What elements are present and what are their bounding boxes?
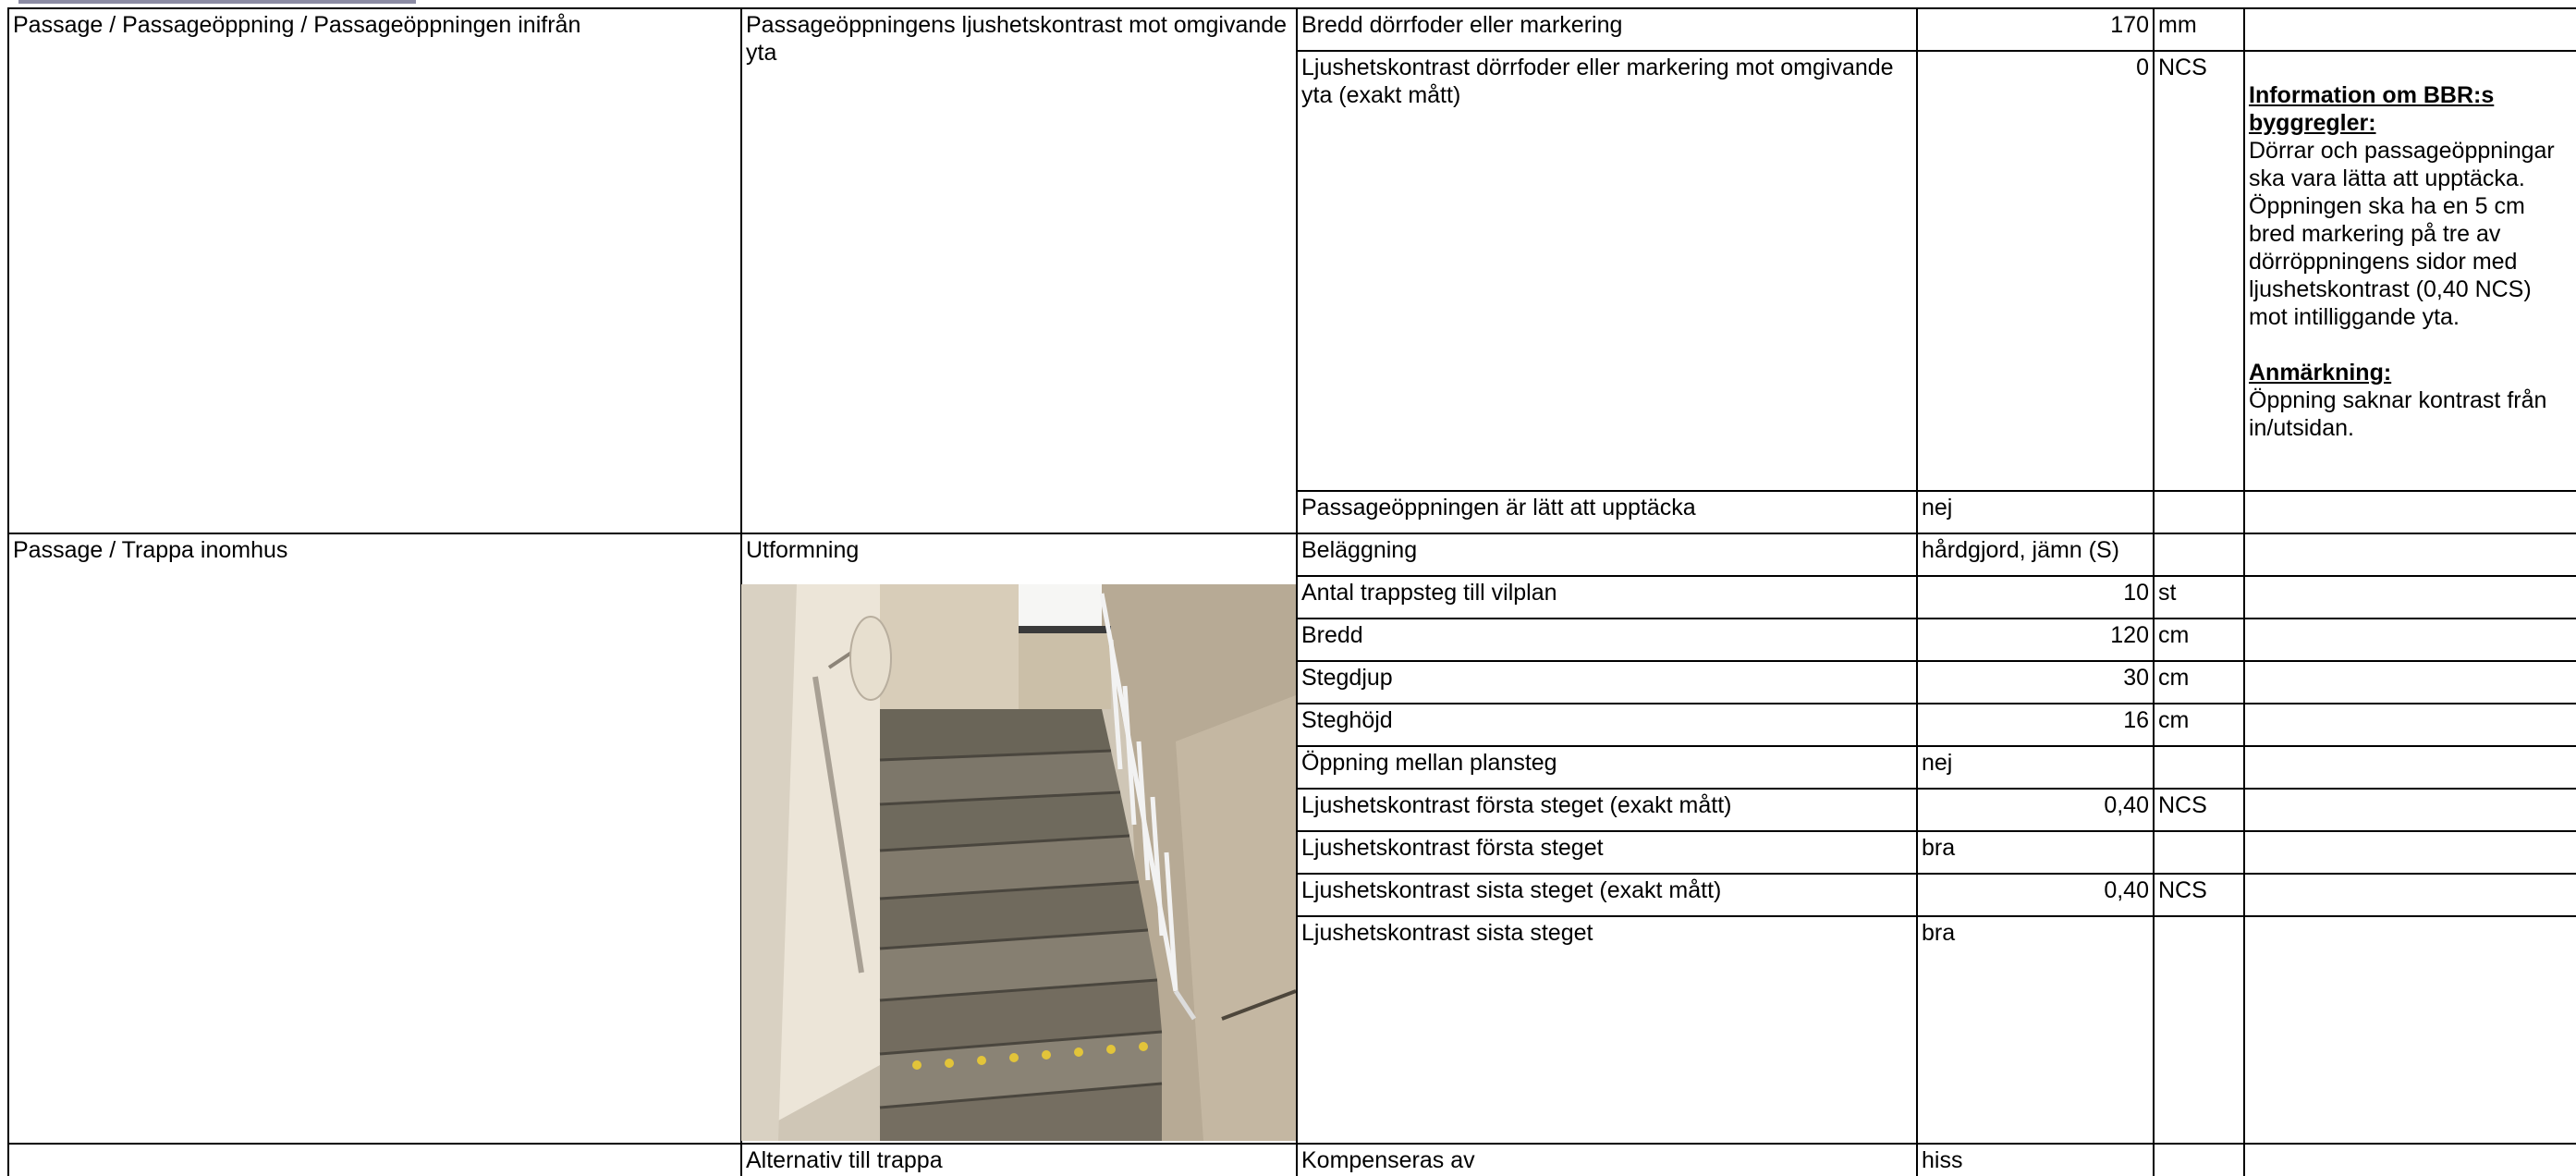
param-unit — [2155, 917, 2243, 958]
section-label: Passage / Trappa inomhus — [13, 537, 288, 563]
remark-text: Öppning saknar kontrast från in/utsidan. — [2249, 387, 2547, 441]
param-unit — [2155, 492, 2243, 533]
param-unit — [2155, 832, 2243, 873]
param-unit — [2155, 747, 2243, 788]
param-unit: st — [2158, 580, 2177, 606]
param-label: Ljushetskontrast sista steget — [1301, 920, 1593, 946]
grid-line — [7, 7, 9, 1176]
param-label: Ljushetskontrast första steget (exakt mått) — [1301, 792, 1732, 818]
param-label: Stegdjup — [1301, 665, 1393, 691]
param-label: Antal trappsteg till vilplan — [1301, 580, 1557, 606]
param-value: 0,40 — [2104, 792, 2149, 818]
top-tab-strip — [18, 0, 416, 4]
param-value: 120 — [2110, 622, 2149, 648]
param-unit — [2155, 534, 2243, 575]
param-label: Ljushetskontrast dörrfoder eller markering mot omgivande yta (exakt mått) — [1301, 55, 1894, 108]
param-value: 0,40 — [2104, 877, 2149, 903]
group-label: Alternativ till trappa — [746, 1147, 943, 1173]
param-value: hiss — [1922, 1147, 1963, 1173]
param-label: Steghöjd — [1301, 707, 1393, 733]
param-label: Kompenseras av — [1301, 1147, 1475, 1173]
param-value: 170 — [2110, 12, 2149, 38]
info-box — [2245, 80, 2576, 486]
param-value: hårdgjord, jämn (S) — [1922, 537, 2119, 563]
staircase-photo — [741, 584, 1296, 1141]
param-label: Passageöppningen är lätt att upptäcka — [1301, 495, 1696, 521]
info-heading: Information om BBR:s byggregler: — [2249, 82, 2495, 136]
param-value: bra — [1922, 835, 1956, 861]
param-label: Öppning mellan plansteg — [1301, 750, 1557, 776]
param-unit: NCS — [2158, 877, 2207, 903]
param-value: nej — [1922, 750, 1953, 776]
param-value: bra — [1922, 920, 1956, 946]
param-unit: NCS — [2158, 55, 2207, 80]
param-unit: cm — [2158, 622, 2190, 648]
param-label: Beläggning — [1301, 537, 1418, 563]
group-label: Passageöppningens ljushetskontrast mot omgivande yta — [746, 12, 1288, 66]
param-value: 10 — [2123, 580, 2149, 606]
param-unit: cm — [2158, 707, 2190, 733]
param-unit: NCS — [2158, 792, 2207, 818]
section-label: Passage / Passageöppning / Passageöppningen inifrån — [13, 12, 581, 38]
group-label: Utformning — [746, 537, 860, 563]
param-label: Ljushetskontrast första steget — [1301, 835, 1604, 861]
param-value: 16 — [2123, 707, 2149, 733]
param-label: Ljushetskontrast sista steget (exakt mått) — [1301, 877, 1722, 903]
param-label: Bredd dörrfoder eller markering — [1301, 12, 1623, 38]
remark-heading: Anmärkning: — [2249, 360, 2392, 386]
param-value: 30 — [2123, 665, 2149, 691]
param-unit: mm — [2158, 12, 2197, 38]
param-unit — [2155, 1145, 2243, 1176]
param-label: Bredd — [1301, 622, 1363, 648]
info-text: Dörrar och passageöppningar ska vara lätta att upptäcka. Öppningen ska ha en 5 cm bred markering på tre av dörröppningens sidor med ljushetskontrast (0,40 NCS) mot intilliggande yta. — [2249, 138, 2555, 330]
param-unit: cm — [2158, 665, 2190, 691]
param-value: 0 — [2136, 55, 2149, 80]
param-value: nej — [1922, 495, 1953, 521]
